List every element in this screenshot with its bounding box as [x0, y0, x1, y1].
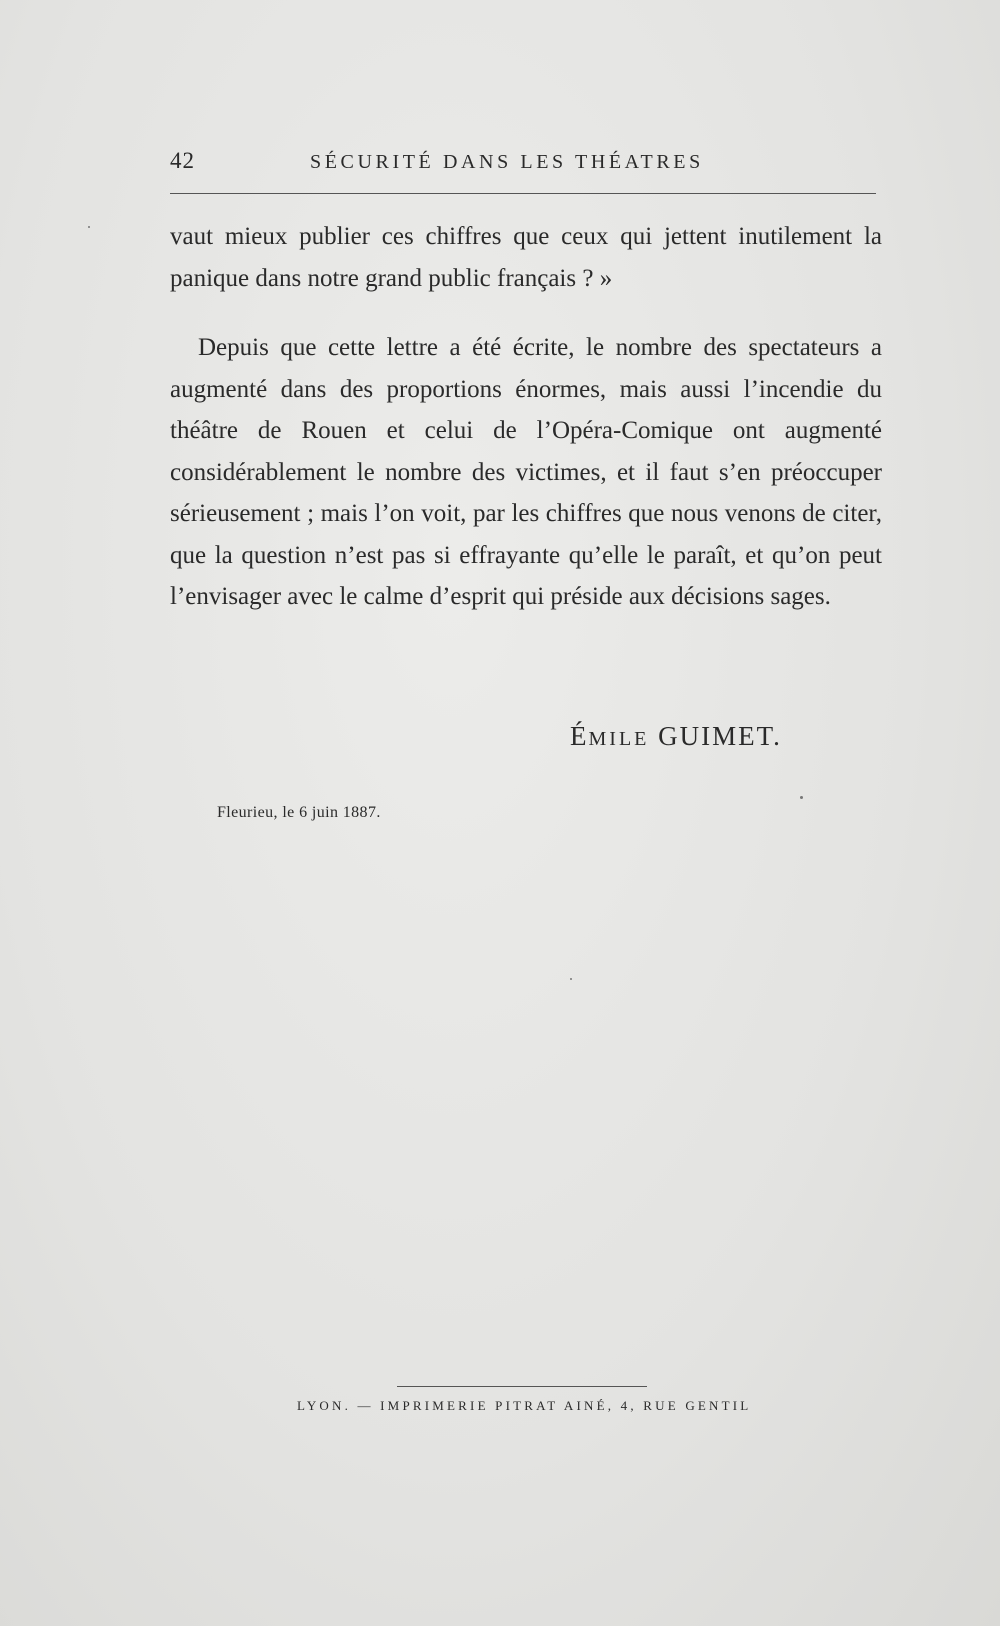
paragraph: Depuis que cette lettre a été écrite, le nombre des spectateurs a augmenté dans des proportions énormes, mais aussi l’incendie du théâtre de Rouen et celui de l’Opéra-Comique ont augmenté considérablement le nombre des victimes, et il faut s’en préoccuper sérieusement ; mais l’on voit, par les chiffres que nous venons de citer, que la question n’est pas si effrayante qu’elle le paraît, et qu’on peut l’envisager avec le calme d’esprit qui préside aux décisions sages. — [170, 334, 882, 610]
dateline: Fleurieu, le 6 juin 1887. — [217, 804, 381, 821]
running-head — [170, 148, 876, 180]
author-signature — [570, 721, 782, 752]
paragraph-continued: vaut mieux publier ces chiffres que ceux qui jettent inutilement la panique dans notre grand public français ? » — [170, 223, 882, 292]
paper-speck — [88, 226, 90, 228]
footer-rule — [397, 1386, 647, 1387]
signature-last-name: GUIMET. — [658, 721, 782, 751]
page-number: 42 — [170, 148, 195, 173]
running-title: SÉCURITÉ DANS LES THÉATRES — [310, 151, 704, 173]
header-rule — [170, 193, 876, 194]
paper-speck — [800, 796, 803, 799]
printer-imprint: LYON. — IMPRIMERIE PITRAT AINÉ, 4, RUE GENTIL — [297, 1398, 752, 1413]
body-text — [170, 216, 882, 618]
signature-initial: É — [570, 721, 589, 751]
signature-first-name: MILE — [588, 728, 650, 750]
paper-speck — [570, 978, 572, 980]
